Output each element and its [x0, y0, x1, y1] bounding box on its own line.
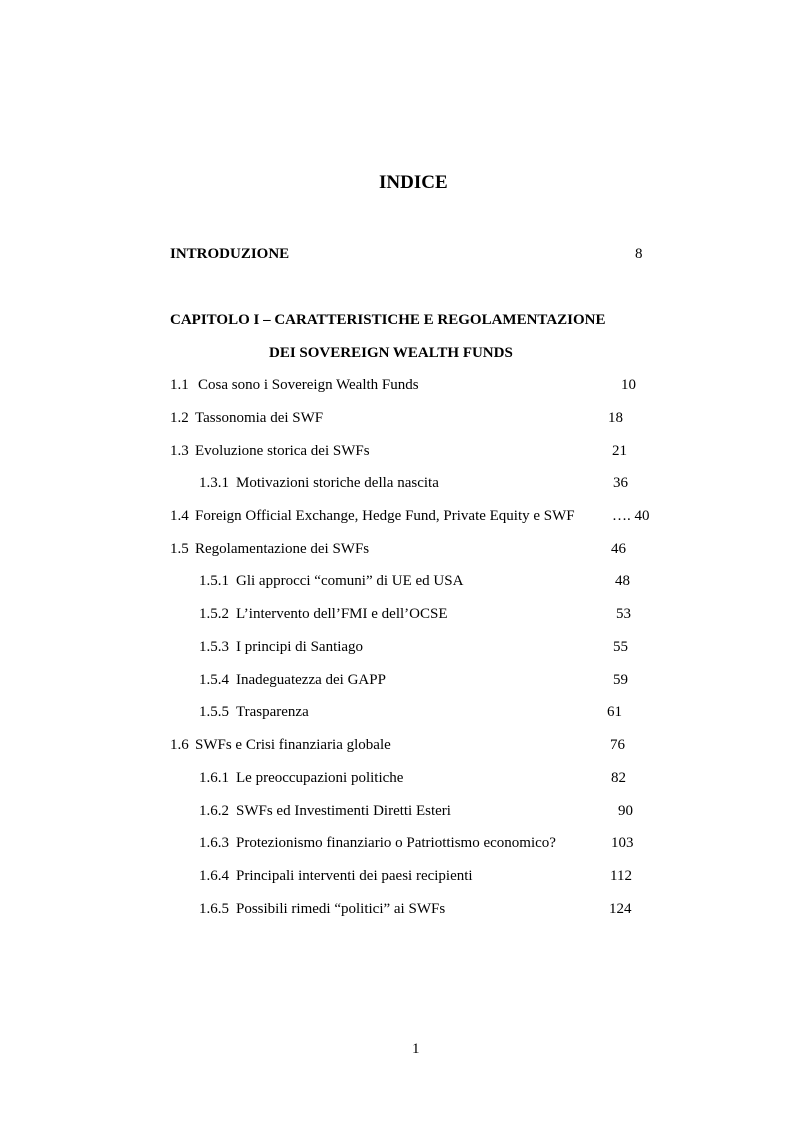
toc-entry-number: 1.3 — [170, 443, 189, 459]
toc-entry-number: 1.5.4 — [199, 672, 229, 688]
toc-entry-page: 21 — [612, 443, 627, 459]
toc-entry-page: …. 40 — [612, 508, 650, 524]
toc-entry-number: 1.2 — [170, 410, 189, 426]
toc-entry-page: 82 — [611, 770, 626, 786]
toc-entry-label: Evoluzione storica dei SWFs — [195, 443, 370, 459]
toc-entry-number: 1.6.5 — [199, 901, 229, 917]
toc-entry-number: 1.5.1 — [199, 573, 229, 589]
toc-entry-page: 124 — [609, 901, 632, 917]
chapter-title-line1: CAPITOLO I – CARATTERISTICHE E REGOLAMENTAZIONE — [170, 312, 606, 328]
intro-label: INTRODUZIONE — [170, 246, 290, 262]
toc-entry-page: 55 — [613, 639, 628, 655]
toc-entry-label: Trasparenza — [236, 704, 309, 720]
toc-entry-number: 1.6.1 — [199, 770, 229, 786]
toc-entry-label: Protezionismo finanziario o Patriottismo economico? — [236, 835, 556, 851]
toc-entry-page: 103 — [611, 835, 634, 851]
toc-entry-label: Le preoccupazioni politiche — [236, 770, 404, 786]
intro-page: 8 — [635, 246, 643, 262]
toc-entry-label: Motivazioni storiche della nascita — [236, 475, 439, 491]
toc-entry-page: 46 — [611, 541, 626, 557]
toc-entry-label: Foreign Official Exchange, Hedge Fund, Private Equity e SWF — [195, 508, 575, 524]
toc-entry-number: 1.5.3 — [199, 639, 229, 655]
toc-entry-number: 1.6.4 — [199, 868, 229, 884]
chapter-title-line2: DEI SOVEREIGN WEALTH FUNDS — [269, 345, 513, 361]
toc-entry-page: 10 — [621, 377, 636, 393]
toc-entry-label: Inadeguatezza dei GAPP — [236, 672, 386, 688]
toc-entry-number: 1.6 — [170, 737, 189, 753]
toc-entry-label: Regolamentazione dei SWFs — [195, 541, 370, 557]
toc-entry-label: Possibili rimedi “politici” ai SWFs — [236, 901, 446, 917]
toc-entry-number: 1.6.3 — [199, 835, 229, 851]
toc-entry-number: 1.4 — [170, 508, 189, 524]
toc-entry-number: 1.5.5 — [199, 704, 229, 720]
toc-entry-number: 1.6.2 — [199, 803, 229, 819]
page-number: 1 — [412, 1041, 420, 1057]
toc-entry-page: 90 — [618, 803, 633, 819]
toc-entry-label: Principali interventi dei paesi recipienti — [236, 868, 473, 884]
toc-entry-label: I principi di Santiago — [236, 639, 364, 655]
toc-entry-number: 1.1 — [170, 377, 189, 393]
toc-entry-label: L’intervento dell’FMI e dell’OCSE — [236, 606, 448, 622]
toc-entry-label: Cosa sono i Sovereign Wealth Funds — [198, 377, 419, 393]
toc-entry-page: 61 — [607, 704, 622, 720]
toc-entry-label: Tassonomia dei SWF — [195, 410, 324, 426]
toc-entry-label: SWFs e Crisi finanziaria globale — [195, 737, 391, 753]
toc-entry-number: 1.3.1 — [199, 475, 229, 491]
toc-entry-page: 59 — [613, 672, 628, 688]
toc-entry-page: 48 — [615, 573, 630, 589]
toc-entry-page: 53 — [616, 606, 631, 622]
toc-entry-label: SWFs ed Investimenti Diretti Esteri — [236, 803, 451, 819]
toc-entry-number: 1.5.2 — [199, 606, 229, 622]
toc-entry-page: 18 — [608, 410, 623, 426]
toc-entry-page: 76 — [610, 737, 625, 753]
toc-entry-number: 1.5 — [170, 541, 189, 557]
toc-entry-label: Gli approcci “comuni” di UE ed USA — [236, 573, 464, 589]
toc-entry-page: 112 — [610, 868, 632, 884]
toc-entry-page: 36 — [613, 475, 628, 491]
page-title: INDICE — [379, 172, 448, 193]
